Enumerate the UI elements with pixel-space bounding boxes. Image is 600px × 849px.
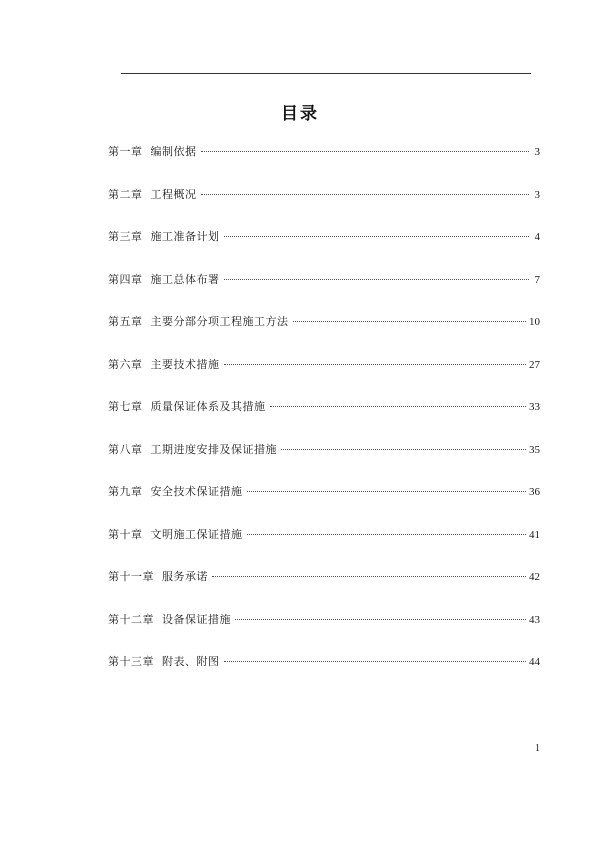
toc-dot-leader (281, 449, 526, 450)
toc-chapter-title: 附表、附图 (162, 655, 220, 668)
toc-chapter-number: 第七章 (108, 400, 143, 413)
toc-entry-chapter-9[interactable] (108, 483, 540, 526)
toc-dot-leader (224, 236, 530, 237)
toc-dot-leader (224, 364, 527, 365)
toc-chapter-number: 第十章 (108, 527, 143, 541)
toc-dot-leader (201, 194, 530, 195)
page-title: 目录 (281, 104, 319, 124)
toc-chapter-number: 第十三章 (108, 655, 154, 668)
toc-dot-leader (201, 151, 530, 152)
toc-page-number: 4 (534, 231, 540, 243)
toc-entry-chapter-5[interactable] (108, 313, 540, 356)
toc-chapter-number: 第九章 (108, 485, 143, 498)
toc-chapter-number: 第六章 (108, 357, 143, 371)
toc-page-number: 43 (529, 613, 540, 626)
toc-chapter-title: 设备保证措施 (162, 612, 231, 626)
toc-page-number: 42 (529, 571, 540, 583)
toc-entry-chapter-12[interactable] (108, 611, 540, 654)
toc-chapter-number: 第五章 (108, 315, 143, 328)
toc-dot-leader (247, 491, 527, 492)
toc-chapter-title: 施工准备计划 (150, 230, 220, 243)
toc-chapter-title: 主要分部分项工程施工方法 (150, 315, 289, 328)
toc-entry-chapter-13[interactable] (108, 653, 540, 696)
toc-entry-chapter-4[interactable] (108, 271, 540, 314)
toc-chapter-number: 第八章 (108, 442, 143, 456)
toc-chapter-title: 文明施工保证措施 (150, 527, 243, 541)
toc-page-number: 35 (529, 443, 540, 456)
toc-chapter-number: 第十一章 (108, 570, 154, 583)
header-rule (121, 73, 531, 74)
toc-dot-leader (235, 619, 526, 620)
toc-entry-chapter-11[interactable] (108, 568, 540, 611)
table-of-contents (108, 143, 540, 696)
toc-chapter-title: 工期进度安排及保证措施 (150, 442, 277, 456)
toc-entry-chapter-6[interactable] (108, 356, 540, 399)
toc-entry-chapter-8[interactable] (108, 441, 540, 484)
toc-entry-chapter-10[interactable] (108, 526, 540, 569)
toc-chapter-title: 工程概况 (150, 187, 197, 201)
toc-dot-leader (224, 279, 530, 280)
toc-dot-leader (212, 576, 526, 577)
toc-dot-leader (224, 661, 527, 662)
toc-chapter-title: 安全技术保证措施 (150, 485, 243, 498)
toc-dot-leader (293, 321, 527, 322)
toc-chapter-title: 质量保证体系及其措施 (150, 400, 266, 413)
toc-chapter-number: 第三章 (108, 230, 143, 243)
toc-chapter-title: 服务承诺 (162, 570, 208, 583)
toc-chapter-title: 施工总体布署 (150, 272, 220, 286)
toc-chapter-number: 第十二章 (108, 612, 154, 626)
toc-page-number: 3 (534, 188, 540, 201)
toc-dot-leader (270, 406, 527, 407)
toc-page-number: 3 (534, 146, 540, 158)
toc-entry-chapter-1[interactable] (108, 143, 540, 186)
toc-page-number: 27 (529, 358, 540, 371)
toc-entry-chapter-2[interactable] (108, 186, 540, 229)
toc-page-number: 44 (529, 656, 540, 668)
page-footer-number: 1 (535, 743, 540, 754)
toc-page-number: 36 (529, 486, 540, 498)
toc-entry-chapter-7[interactable] (108, 398, 540, 441)
toc-page-number: 33 (529, 401, 540, 413)
toc-chapter-number: 第一章 (108, 145, 143, 158)
toc-chapter-title: 主要技术措施 (150, 357, 220, 371)
toc-page-number: 10 (529, 316, 540, 328)
toc-chapter-number: 第二章 (108, 187, 143, 201)
toc-entry-chapter-3[interactable] (108, 228, 540, 271)
toc-dot-leader (247, 534, 527, 535)
toc-chapter-title: 编制依据 (150, 145, 197, 158)
toc-page-number: 7 (534, 273, 540, 286)
toc-chapter-number: 第四章 (108, 272, 143, 286)
toc-page-number: 41 (529, 528, 540, 541)
